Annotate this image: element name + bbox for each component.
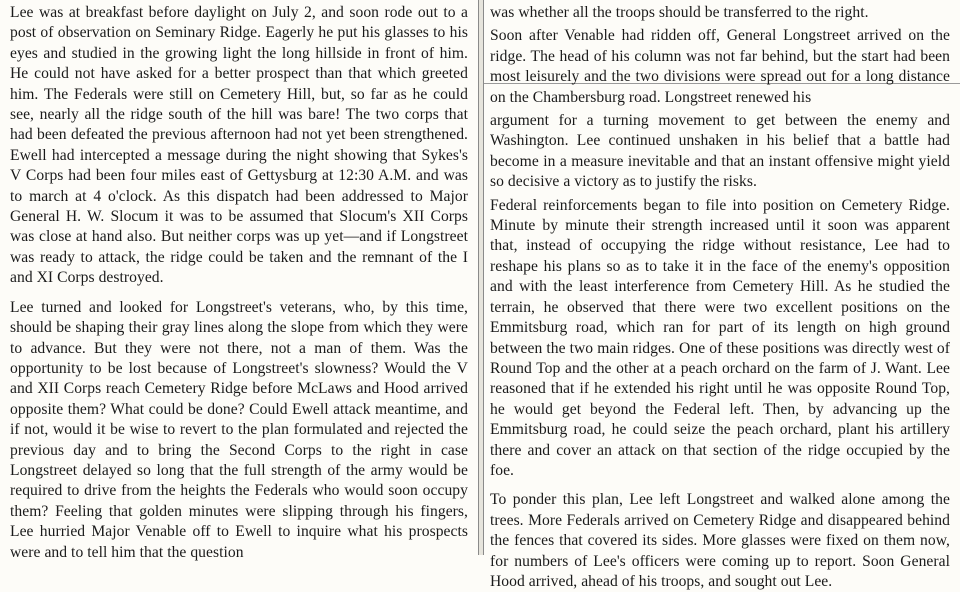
paragraph-turning-movement: argument for a turning movement to get between the enemy and Washington. Lee continued unshaken in his belief that a battle had become in a measure inevitable and that an instant offensive might yield so decisive a victory as to justify the risks. [490,112,950,191]
paragraph-lee-breakfast: Lee was at breakfast before daylight on July 2, and soon rode out to a post of observation on Seminary Ridge. Eagerly he put his glasses to his eyes and studied in the growing light the long hillside in front of him. He could not have asked for a better prospect than that which greeted him. The Federals were still on Cemetery Hill, but, so far as he could see, nearly all the ridge south of the hill was bare! The two corps that had been defeated the previous afternoon had not yet been strengthened. Ewell had intercepted a message during the night showing that Sykes's V Corps had been four miles east of Gettysburg at 12:30 A.M. and was to march at 4 o'clock. As this dispatch had been addressed to Major General H. W. Slocum it was to be assumed that Slocum's XII Corps was close at hand also. But neither corps was up yet—and if Longstreet was ready to attack, the ridge could be taken and the remnant of the I and XI Corps destroyed. [10,4,468,287]
paragraph-continuation: was whether all the troops should be transferred to the right. [490,4,869,21]
paragraph-lee-turned: Lee turned and looked for Longstreet's veterans, who, by this time, should be shaping their gray lines along the slope from which they were to advance. But they were not there, not a man of them. Was the opportunity to be lost because of Longstreet's slowness? Would the V and XII Corps reach Cemetery Ridge before McLaws and Hood arrived opposite them? What could be done? Could Ewell attack meantime, and if not, would it be wise to revert to the plan formulated and rejected the previous day and to bring the Second Corps to the right in case Longstreet delayed so long that the full strength of the army would be required to drive from the heights the Federals who would soon occupy them? Feeling that golden minutes were slipping through his fingers, Lee hurried Major Venable off to Ewell to inquire what his prospects were and to tell him that the question [10,298,468,561]
paragraph-ponder-plan: To ponder this plan, Lee left Longstreet and walked alone among the trees. More Federals arrived on Cemetery Ridge and disappeared behind the fences that covered its sides. More glasses were fixed on them now, for numbers of Lee's officers were coming up to report. Soon General Hood arrived, ahead of his troops, and sought out Lee. [490,491,950,590]
left-text-column [0,0,478,563]
paragraph-venable-ridden-off: Soon after Venable had ridden off, General Longstreet arrived on the ridge. The head of his column was not far behind, but the start had been most leisurely and the two divisions were spread out for a long distance on the Chambersburg road. Longstreet renewed his [490,27,950,106]
right-text-column [484,0,960,592]
paragraph-federal-reinforcements: Federal reinforcements began to file into position on Cemetery Ridge. Minute by minute their strength increased until it soon was apparent that, instead of occupying the ridge without resistance, Lee had to reshape his plans so as to take it in the face of the enemy's opposition and with the least interference from Cemetery Hill. As he studied the terrain, he observed that there were two excellent positions on the Emmitsburg road, which ran for part of its length on high ground between the two main ridges. One of these positions was directly west of Round Top and the other at a peach orchard on the farm of J. Want. Lee reasoned that if he extended his right until he was opposite Round Top, he would get beyond the Federal left. Then, by advancing up the Emmitsburg road, he could seize the peach orchard, plant his artillery there and cover an attack on that section of the ridge occupied by the foe. [490,196,950,479]
